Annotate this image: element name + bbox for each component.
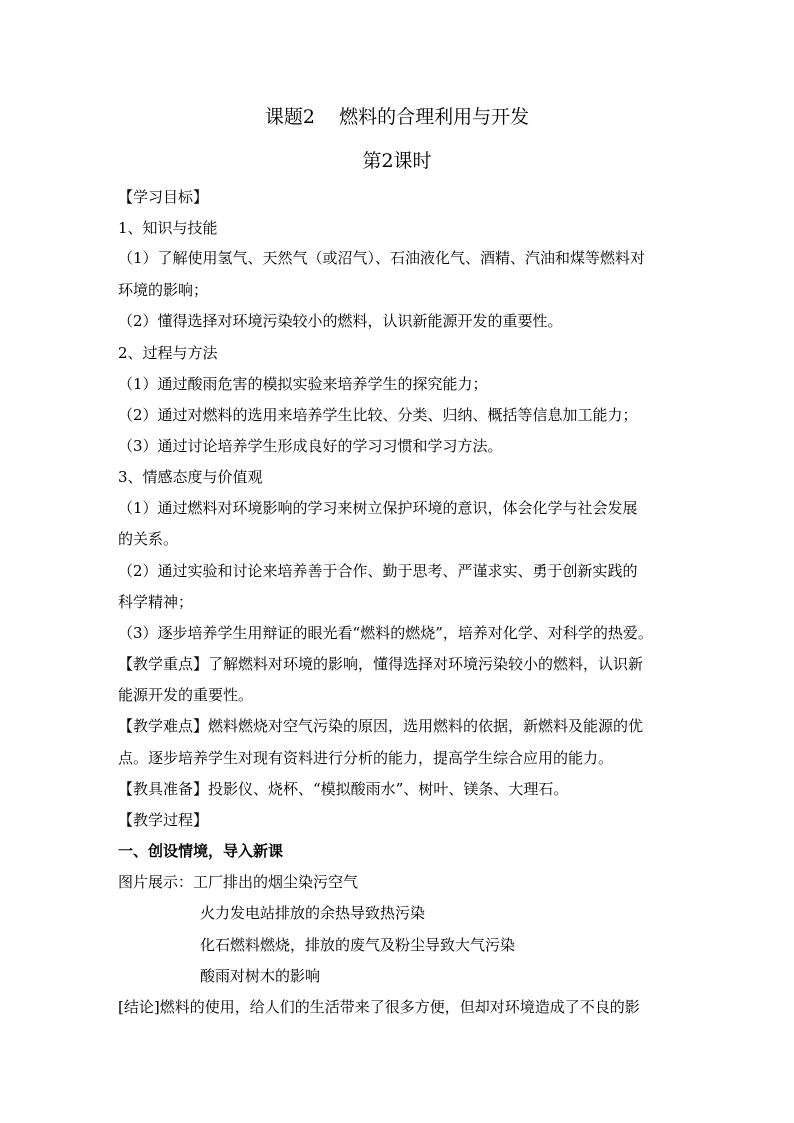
paragraph-line: 环境的影响； [118, 281, 209, 299]
document-title: 课题2 燃料的合理利用与开发 [264, 106, 530, 128]
paragraph-line: 点。逐步培养学生对现有资料进行分析的能力，提高学生综合应用的能力。 [118, 749, 614, 767]
teaching-focus-line: 【教学重点】了解燃料对环境的影响，懂得选择对环境污染较小的燃料，认识新 [118, 655, 644, 673]
step-heading: 一、创设情境，导入新课 [118, 842, 284, 860]
paragraph-line: （3）通过讨论培养学生形成良好的学习习惯和学习方法。 [118, 437, 503, 455]
paragraph-line: 的关系。 [118, 530, 179, 548]
paragraph-line: 酸雨对树木的影响 [200, 967, 321, 985]
subsection-heading: 2、过程与方法 [118, 344, 218, 362]
conclusion-line: [结论]燃料的使用，给人们的生活带来了很多方便，但却对环境造成了不良的影 [118, 998, 640, 1016]
teaching-difficulty-line: 【教学难点】燃料燃烧对空气污染的原因，选用燃料的依据，新燃料及能源的优 [118, 717, 644, 735]
document-subtitle: 第2课时 [362, 150, 432, 172]
paragraph-line: 图片展示：工厂排出的烟尘染污空气 [118, 873, 359, 891]
section-heading: 【学习目标】 [118, 188, 209, 206]
paragraph-line: （1）通过酸雨危害的模拟实验来培养学生的探究能力； [118, 375, 488, 393]
section-heading: 【教学过程】 [118, 811, 209, 829]
paragraph-line: （2）通过实验和讨论来培养善于合作、勤于思考、严谨求实、勇于创新实践的 [118, 562, 638, 580]
paragraph-line: （1）通过燃料对环境影响的学习来树立保护环境的意识，体会化学与社会发展 [118, 499, 638, 517]
paragraph-line: 能源开发的重要性。 [118, 686, 254, 704]
teaching-aids-line: 【教具准备】投影仪、烧杯、“模拟酸雨水”、树叶、镁条、大理石。 [118, 780, 569, 798]
paragraph-line: 火力发电站排放的余热导致热污染 [200, 904, 426, 922]
paragraph-line: （2）通过对燃料的选用来培养学生比较、分类、归纳、概括等信息加工能力； [118, 406, 638, 424]
paragraph-line: （1）了解使用氢气、天然气（或沼气）、石油液化气、酒精、汽油和煤等燃料对 [118, 249, 646, 267]
paragraph-line: 化石燃料燃烧，排放的废气及粉尘导致大气污染 [200, 936, 516, 954]
paragraph-line: （3）逐步培养学生用辩证的眼光看“燃料的燃烧”，培养对化学、对科学的热爱。 [118, 624, 653, 642]
paragraph-line: 科学精神； [118, 593, 194, 611]
subsection-heading: 1、知识与技能 [118, 219, 218, 237]
subsection-heading: 3、情感态度与价值观 [118, 468, 263, 486]
paragraph-line: （2）懂得选择对环境污染较小的燃料，认识新能源开发的重要性。 [118, 312, 563, 330]
